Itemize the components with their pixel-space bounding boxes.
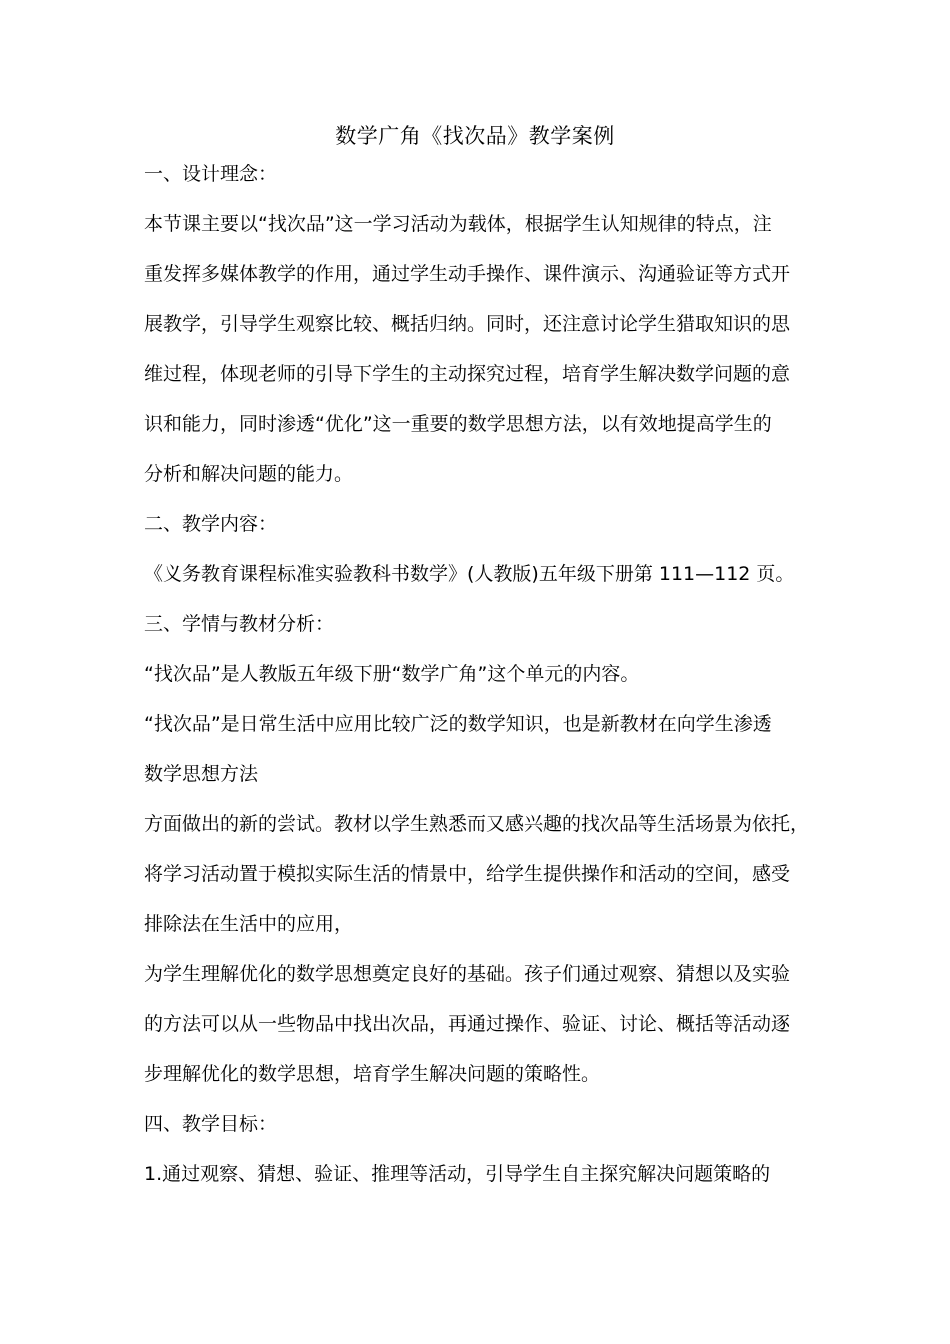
paragraph-line: “找次品”是日常生活中应用比较广泛的数学知识，也是新教材在向学生渗透	[144, 713, 772, 735]
section-heading-teaching-content: 二、教学内容：	[144, 513, 278, 535]
paragraph-line: 步理解优化的数学思想，培育学生解决问题的策略性。	[144, 1063, 601, 1085]
paragraph-line: 的方法可以从一些物品中找出次品，再通过操作、验证、讨论、概括等活动逐	[144, 1013, 791, 1035]
paragraph-line: 维过程，体现老师的引导下学生的主动探究过程，培育学生解决数学问题的意	[144, 363, 791, 385]
document-title: 数学广角《找次品》教学案例	[335, 124, 615, 148]
document-body	[144, 154, 809, 1204]
paragraph-line: 《义务教育课程标准实验教科书数学》(人教版)五年级下册第 111—112 页。	[144, 563, 795, 585]
paragraph-line: “找次品”是人教版五年级下册“数学广角”这个单元的内容。	[144, 663, 640, 685]
section-heading-design-concept: 一、设计理念：	[144, 163, 278, 185]
paragraph-line: 方面做出的新的尝试。教材以学生熟悉而又感兴趣的找次品等生活场景为依托，	[144, 813, 809, 835]
section-heading-analysis: 三、学情与教材分析：	[144, 613, 335, 635]
paragraph-line: 展教学，引导学生观察比较、概括归纳。同时，还注意讨论学生猎取知识的思	[144, 313, 791, 335]
paragraph-line: 为学生理解优化的数学思想奠定良好的基础。孩子们通过观察、猜想以及实验	[144, 963, 791, 985]
paragraph-line: 分析和解决问题的能力。	[144, 463, 354, 485]
section-heading-teaching-goals: 四、教学目标：	[144, 1113, 278, 1135]
paragraph-line: 将学习活动置于模拟实际生活的情景中，给学生提供操作和活动的空间，感受	[144, 863, 791, 885]
paragraph-line: 识和能力，同时渗透“优化”这一重要的数学思想方法，以有效地提高学生的	[144, 413, 772, 435]
paragraph-line: 排除法在生活中的应用，	[144, 913, 354, 935]
paragraph-line: 重发挥多媒体教学的作用，通过学生动手操作、课件演示、沟通验证等方式开	[144, 263, 791, 285]
paragraph-line: 本节课主要以“找次品”这一学习活动为载体，根据学生认知规律的特点，注	[144, 213, 772, 235]
paragraph-line: 1.通过观察、猜想、验证、推理等活动，引导学生自主探究解决问题策略的	[144, 1163, 771, 1185]
paragraph-line: 数学思想方法	[144, 763, 259, 785]
